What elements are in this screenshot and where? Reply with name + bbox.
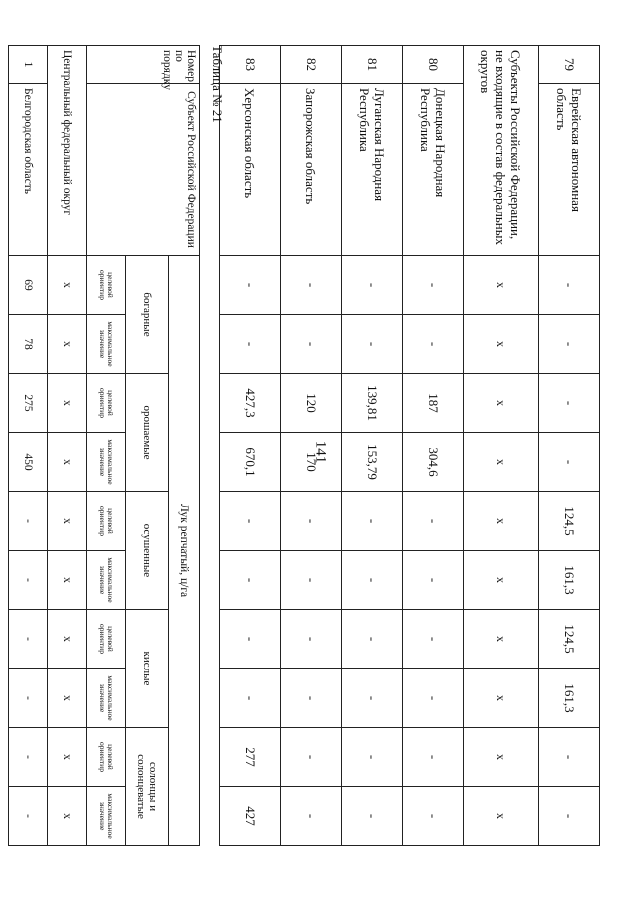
cell: - [9, 669, 48, 728]
subheader-max: максимальное значение [87, 433, 126, 492]
cell: - [281, 551, 342, 610]
header-group: орошаемые [126, 374, 169, 492]
subheader-max: максимальное значение [87, 787, 126, 846]
cell: - [9, 787, 48, 846]
header-group: богарные [126, 256, 169, 374]
cell: x [48, 433, 87, 492]
cell: - [403, 787, 464, 846]
cell: - [281, 315, 342, 374]
cell: - [281, 256, 342, 315]
subject-name: Белгородская область [9, 84, 48, 256]
subject-name: Еврейская автономная область [539, 84, 600, 256]
cell: - [403, 551, 464, 610]
cell: x [48, 787, 87, 846]
row-number: 83 [220, 46, 281, 84]
cell: x [48, 551, 87, 610]
cell: - [220, 256, 281, 315]
cell: - [342, 610, 403, 669]
cell: - [342, 669, 403, 728]
cell: - [403, 610, 464, 669]
cell: 161,3 [539, 551, 600, 610]
cell: x [464, 728, 539, 787]
cell: 170 [281, 433, 342, 492]
cell: - [281, 492, 342, 551]
cell: 304,6 [403, 433, 464, 492]
row-number: 79 [539, 46, 600, 84]
header-group: солонцы и солонцеватые [126, 728, 169, 846]
table-20-continuation [219, 45, 600, 846]
cell: - [342, 551, 403, 610]
cell: - [403, 256, 464, 315]
cell: 78 [9, 315, 48, 374]
table-caption: Таблица № 21 [210, 45, 225, 123]
cell: - [539, 315, 600, 374]
row-number: 82 [281, 46, 342, 84]
cell: - [281, 610, 342, 669]
cell: 277 [220, 728, 281, 787]
header-crop: Лук репчатый, ц/га [169, 256, 200, 846]
subheader-max: максимальное значение [87, 551, 126, 610]
cell: 161,3 [539, 669, 600, 728]
cell: - [539, 256, 600, 315]
cell: x [48, 492, 87, 551]
cell: 153,79 [342, 433, 403, 492]
cell: - [220, 669, 281, 728]
cell: 450 [9, 433, 48, 492]
cell: - [220, 551, 281, 610]
row-number: 81 [342, 46, 403, 84]
row-number: 1 [9, 46, 48, 84]
cell: x [464, 610, 539, 669]
subject-name: Херсонская область [220, 84, 281, 256]
header-row [169, 46, 200, 846]
subheader-target: целевой ориентир [87, 610, 126, 669]
page-number: 141 [312, 440, 329, 464]
table-row [9, 46, 48, 846]
subject-name: Луганская Народная Республика [342, 84, 403, 256]
table-row [48, 46, 87, 846]
cell: - [281, 787, 342, 846]
cell: 275 [9, 374, 48, 433]
cell: 124,5 [539, 610, 600, 669]
subheader-target: целевой ориентир [87, 256, 126, 315]
cell: - [403, 669, 464, 728]
cell: - [9, 492, 48, 551]
cell: 69 [9, 256, 48, 315]
header-subject: Субъект Российской Федерации [87, 84, 200, 256]
cell: 427,3 [220, 374, 281, 433]
cell: - [220, 610, 281, 669]
table-row [464, 46, 539, 846]
subject-name: Донецкая Народная Республика [403, 84, 464, 256]
cell: x [48, 374, 87, 433]
cell: x [48, 610, 87, 669]
header-row-number: Номер по порядку [87, 46, 200, 84]
cell: x [464, 256, 539, 315]
subject-group-name: Центральный федеральный округ [48, 46, 87, 256]
cell: x [464, 374, 539, 433]
cell: - [342, 256, 403, 315]
table-21 [8, 45, 200, 846]
header-group: осушенные [126, 492, 169, 610]
subheader-target: целевой ориентир [87, 728, 126, 787]
cell: - [342, 728, 403, 787]
cell: 139,81 [342, 374, 403, 433]
header-group: кислые [126, 610, 169, 728]
cell: x [48, 728, 87, 787]
table-row [220, 46, 281, 846]
cell: - [220, 492, 281, 551]
cell: - [281, 728, 342, 787]
cell: - [9, 728, 48, 787]
row-number: 80 [403, 46, 464, 84]
subheader-target: целевой ориентир [87, 492, 126, 551]
cell: - [539, 728, 600, 787]
cell: 124,5 [539, 492, 600, 551]
subheader-target: целевой ориентир [87, 374, 126, 433]
subheader-max: максимальное значение [87, 315, 126, 374]
cell: 670,1 [220, 433, 281, 492]
table-row [281, 46, 342, 846]
cell: - [281, 669, 342, 728]
cell: - [342, 492, 403, 551]
cell: - [539, 433, 600, 492]
subheader-max: максимальное значение [87, 669, 126, 728]
cell: x [464, 315, 539, 374]
cell: x [464, 669, 539, 728]
table-row [342, 46, 403, 846]
rotated-content [20, 45, 600, 845]
cell: - [220, 315, 281, 374]
cell: x [48, 669, 87, 728]
cell: - [539, 787, 600, 846]
subject-name: Запорожская область [281, 84, 342, 256]
cell: 427 [220, 787, 281, 846]
cell: x [48, 315, 87, 374]
cell: x [48, 256, 87, 315]
cell: 120 [281, 374, 342, 433]
table-row [539, 46, 600, 846]
cell: - [403, 728, 464, 787]
cell: - [403, 315, 464, 374]
cell: x [464, 433, 539, 492]
cell: - [403, 492, 464, 551]
cell: 187 [403, 374, 464, 433]
cell: x [464, 787, 539, 846]
cell: - [9, 551, 48, 610]
cell: - [539, 374, 600, 433]
cell: - [342, 315, 403, 374]
cell: - [9, 610, 48, 669]
cell: x [464, 492, 539, 551]
subject-group-name: Субъекты Российской Федерации, не входящие в состав федеральных округов [464, 46, 539, 256]
cell: - [342, 787, 403, 846]
cell: x [464, 551, 539, 610]
table-row [403, 46, 464, 846]
